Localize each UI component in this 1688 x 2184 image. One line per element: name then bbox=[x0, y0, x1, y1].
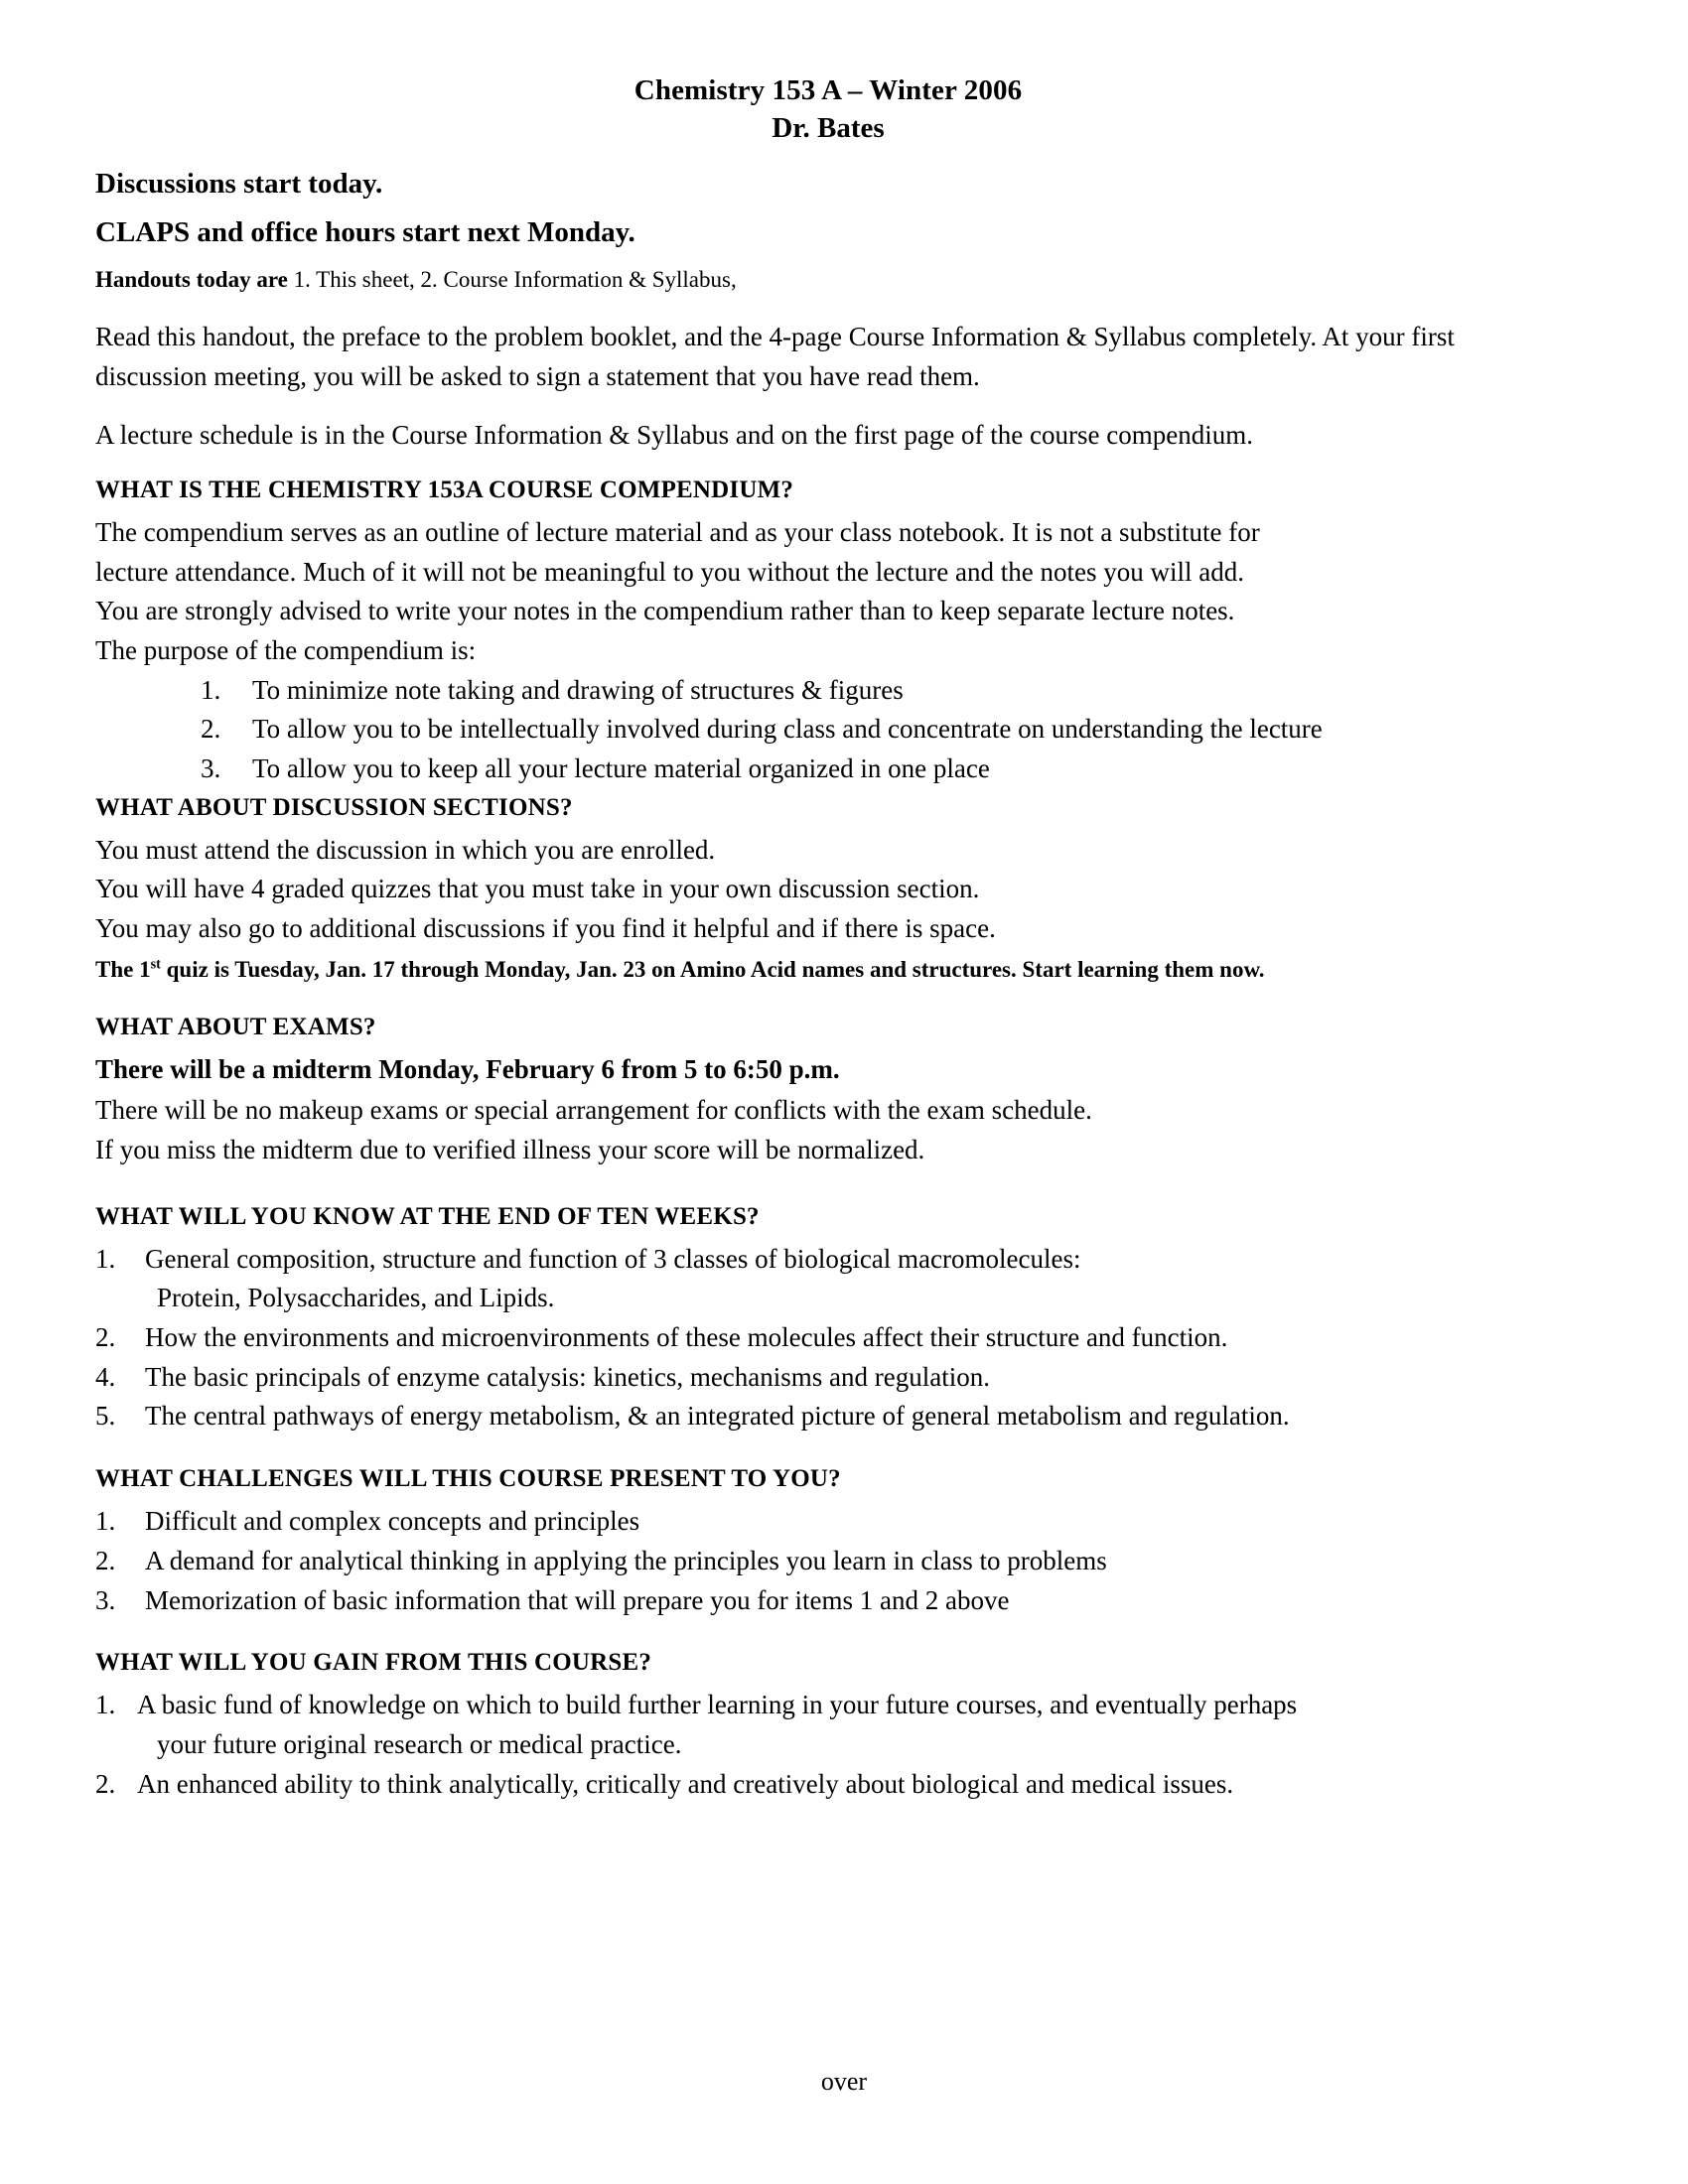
discussions-line-3: You may also go to additional discussions if you find it helpful and if there is space. bbox=[95, 913, 996, 944]
list-item-continuation: your future original research or medical practice. bbox=[157, 1728, 682, 1759]
gains-list bbox=[95, 1686, 1561, 1804]
list-item-text: Memorization of basic information that will prepare you for items 1 and 2 above bbox=[145, 1584, 1010, 1615]
list-item bbox=[95, 1542, 1561, 1581]
list-item-text: To allow you to be intellectually involved during class and concentrate on understanding the lecture bbox=[252, 714, 1323, 745]
list-item-text: To allow you to keep all your lecture material organized in one place bbox=[252, 753, 990, 784]
compendium-line-2: lecture attendance. Much of it will not be meaningful to you without the lecture and the notes you will add. bbox=[95, 556, 1244, 587]
list-item-number: 1. bbox=[95, 1243, 116, 1274]
handouts-items: 1. This sheet, 2. Course Information & Syllabus, bbox=[287, 266, 737, 292]
challenges-list bbox=[95, 1502, 1561, 1620]
quiz-note-ordinal-suffix: st bbox=[150, 956, 161, 973]
list-item-number: 3. bbox=[201, 753, 221, 784]
list-item-number: 1. bbox=[95, 1690, 116, 1720]
heading-gains: WHAT WILL YOU GAIN FROM THIS COURSE? bbox=[95, 1649, 652, 1677]
quiz-note-prefix: The 1 bbox=[95, 956, 151, 982]
list-item-text: The basic principals of enzyme catalysis: kinetics, mechanisms and regulation. bbox=[145, 1361, 990, 1392]
list-item bbox=[95, 1686, 1561, 1764]
heading-compendium: WHAT IS THE CHEMISTRY 153A COURSE COMPENDIUM? bbox=[95, 476, 794, 503]
list-item bbox=[95, 1765, 1561, 1805]
list-item-number: 2. bbox=[201, 714, 221, 745]
intro-paragraph-2: A lecture schedule is in the Course Information & Syllabus and on the first page of the course compendium. bbox=[95, 420, 1253, 451]
list-item-continuation: Protein, Polysaccharides, and Lipids. bbox=[157, 1283, 555, 1313]
heading-outcomes: WHAT WILL YOU KNOW AT THE END OF TEN WEEKS? bbox=[95, 1202, 760, 1230]
heading-exams: WHAT ABOUT EXAMS? bbox=[95, 1013, 376, 1040]
list-item-number: 2. bbox=[95, 1322, 116, 1353]
outcomes-list bbox=[95, 1240, 1561, 1436]
spacer bbox=[95, 1440, 1561, 1464]
document-title: Chemistry 153 A – Winter 2006 bbox=[633, 74, 1023, 106]
spacer bbox=[95, 1624, 1561, 1648]
list-item-text: Difficult and complex concepts and principles bbox=[145, 1506, 640, 1537]
intro-paragraph-1: Read this handout, the preface to the problem booklet, and the 4-page Course Information & Syllabus completely. At your first discussion meeting, you will be asked to sign a statement that you have read them. bbox=[95, 321, 1455, 391]
list-item-number: 1. bbox=[201, 674, 221, 705]
list-item-number: 1. bbox=[95, 1506, 116, 1537]
announcement-discussions: Discussions start today. bbox=[95, 167, 383, 200]
spacer bbox=[95, 1188, 1561, 1202]
compendium-line-1: The compendium serves as an outline of lecture material and as your class notebook. It is not a substitute for bbox=[95, 516, 1260, 547]
list-item-text: General composition, structure and function of 3 classes of biological macromolecules: bbox=[145, 1243, 1081, 1274]
list-item bbox=[95, 1318, 1561, 1358]
announcement-claps: CLAPS and office hours start next Monday. bbox=[95, 215, 635, 248]
heading-challenges: WHAT CHALLENGES WILL THIS COURSE PRESENT TO YOU? bbox=[95, 1465, 841, 1493]
exams-line-1: There will be no makeup exams or special arrangement for conflicts with the exam schedule. bbox=[95, 1095, 1092, 1126]
compendium-purpose-list bbox=[95, 671, 1561, 789]
list-item-text: A demand for analytical thinking in applying the principles you learn in class to problems bbox=[145, 1545, 1107, 1575]
compendium-line-3: You are strongly advised to write your notes in the compendium rather than to keep separate lecture notes. bbox=[95, 596, 1235, 626]
list-item-text: How the environments and microenvironments of these molecules affect their structure and function. bbox=[145, 1322, 1228, 1353]
handouts-label: Handouts today are bbox=[95, 266, 288, 292]
discussions-line-2: You will have 4 graded quizzes that you must take in your own discussion section. bbox=[95, 874, 980, 904]
first-quiz-note bbox=[95, 955, 1561, 985]
list-item bbox=[95, 1397, 1561, 1436]
discussions-line-1: You must attend the discussion in which you are enrolled. bbox=[95, 834, 716, 865]
document-subtitle: Dr. Bates bbox=[772, 112, 885, 145]
list-item-text: A basic fund of knowledge on which to build further learning in your future courses, and eventually perhaps bbox=[137, 1690, 1298, 1720]
list-item-text: An enhanced ability to think analytically, critically and creatively about biological and medical issues. bbox=[137, 1768, 1234, 1799]
list-item bbox=[201, 671, 1561, 711]
list-item-number: 2. bbox=[95, 1768, 116, 1799]
list-item-number: 3. bbox=[95, 1584, 116, 1615]
quiz-note-rest: quiz is Tuesday, Jan. 17 through Monday, Jan. 23 on Amino Acid names and structures. Start learning them now. bbox=[160, 956, 1265, 982]
list-item bbox=[95, 1581, 1561, 1621]
exams-line-2: If you miss the midterm due to verified illness your score will be normalized. bbox=[95, 1135, 925, 1165]
midterm-announcement: There will be a midterm Monday, February 6 from 5 to 6:50 p.m. bbox=[95, 1053, 840, 1084]
heading-discussion-sections: WHAT ABOUT DISCUSSION SECTIONS? bbox=[95, 793, 573, 821]
list-item-text: The central pathways of energy metabolism, & an integrated picture of general metabolism and regulation. bbox=[145, 1401, 1290, 1432]
list-item-text: To minimize note taking and drawing of structures & figures bbox=[252, 674, 904, 705]
list-item bbox=[95, 1502, 1561, 1542]
page-footer-over: over bbox=[820, 2066, 868, 2096]
list-item bbox=[201, 750, 1561, 789]
list-item bbox=[95, 1240, 1561, 1318]
compendium-line-4: The purpose of the compendium is: bbox=[95, 634, 477, 665]
list-item-number: 4. bbox=[95, 1361, 116, 1392]
list-item bbox=[95, 1358, 1561, 1398]
handouts-line bbox=[95, 267, 1561, 292]
list-item-number: 5. bbox=[95, 1401, 116, 1432]
list-item-number: 2. bbox=[95, 1545, 116, 1575]
list-item bbox=[201, 710, 1561, 750]
